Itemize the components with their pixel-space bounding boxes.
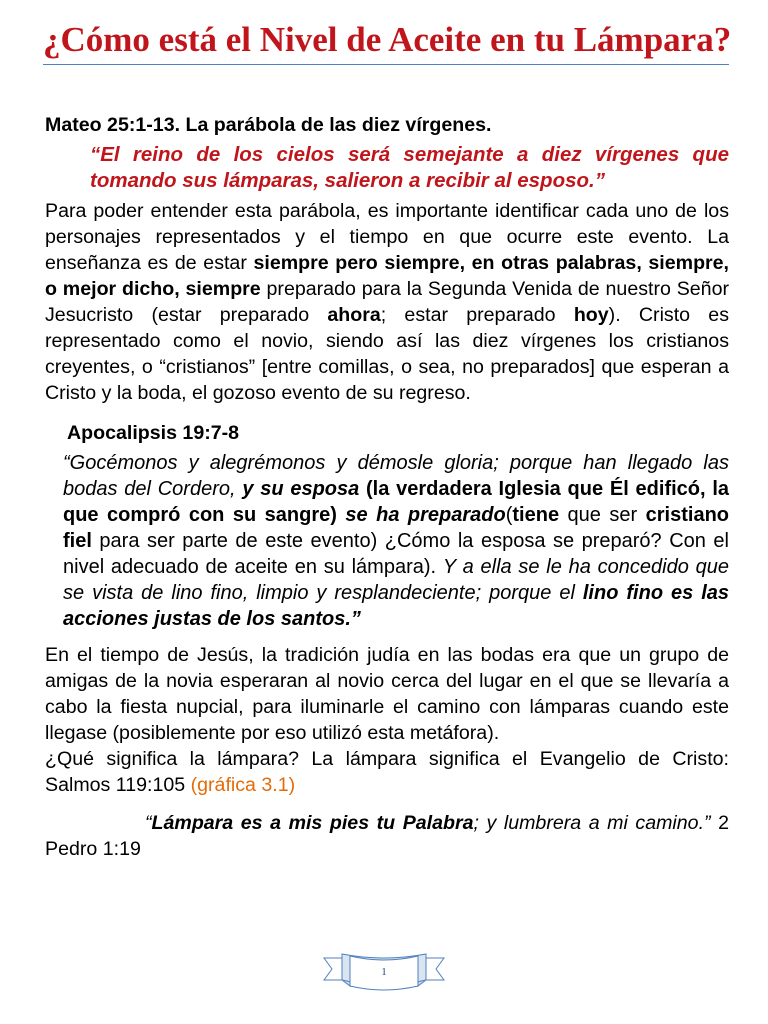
figure-reference-link[interactable]: (gráfica 3.1) [190, 774, 296, 796]
emphasis-hoy: hoy [573, 304, 609, 326]
text-run: preparado para la Segunda Venida de nuestro Señor Jesucristo (estar preparado [45, 278, 729, 326]
quote-apocalipsis [63, 450, 729, 632]
section-heading-mateo: Mateo 25:1-13. La parábola de las diez vírgenes. [45, 114, 492, 136]
quote-mateo: “El reino de los cielos será semejante a diez vírgenes que tomando sus lámparas, salieron a recibir al esposo.” [90, 143, 729, 192]
text-run: para ser parte de este evento) ¿Cómo la esposa se preparó? Con el nivel adecuado de aceite en su lámpara). [63, 530, 729, 578]
emphasis-lampara: Lámpara es a mis pies tu Palabra [151, 812, 474, 834]
paragraph-tradition: En el tiempo de Jesús, la tradición judía en las bodas era que un grupo de amigas de la novia esperaran al novio cerca del lugar en el que se llevaría a cabo la fiesta nupcial, para iluminarle el camino con lámparas cuando este llegase (posiblemente por eso utilizó esta metáfora). [45, 644, 729, 744]
page-number-ribbon [322, 950, 446, 992]
text-run: “ [145, 812, 152, 834]
document-body [45, 112, 729, 862]
emphasis-siempre: siempre pero siempre, en otras palabras, siempre, o mejor dicho, siempre [45, 252, 730, 300]
text-run: ). Cristo es representado como el novio, siendo así las diez vírgenes los cristianos creyentes, o “cristianos” [entre comillas, o sea, no preparados] que esperan a Cristo y la boda, el gozoso evento de su regreso. [45, 304, 730, 404]
emphasis-iglesia: (la verdadera Iglesia que Él edificó, la que compró con su sangre) [63, 478, 730, 526]
page-number: 1 [381, 966, 387, 978]
emphasis-preparado: se ha preparado [336, 504, 506, 526]
paragraph-parable [45, 198, 729, 406]
emphasis-ahora: ahora [327, 304, 381, 326]
emphasis-esposa: y su esposa [235, 478, 360, 500]
emphasis-cristiano-fiel: cristiano fiel [63, 504, 729, 552]
title-underline [43, 64, 729, 65]
text-run: Para poder entender esta parábola, es importante identificar cada uno de los personajes representados y el tiempo en que ocurre este evento. La enseñanza es de estar [45, 200, 729, 274]
text-run: ¿Qué significa la lámpara? La lámpara significa el Evangelio de Cristo: Salmos 119:105 [45, 748, 729, 796]
text-run: ; y lumbrera a mi camino.” [473, 812, 711, 834]
text-run: ( [505, 504, 513, 526]
page-title: ¿Cómo está el Nivel de Aceite en tu Lámpara? [43, 20, 732, 59]
quote-salmos [45, 810, 729, 862]
text-run: 2 Pedro 1:19 [45, 812, 729, 860]
text-run: Y a ella se le ha concedido que se vista de lino fino, limpio y resplandeciente; porque el [63, 556, 729, 604]
emphasis-tiene: tiene [512, 504, 560, 526]
paragraph-lamp [45, 746, 729, 798]
text-run: “Gocémonos y alegrémonos y démosle gloria; porque han llegado las bodas del Cordero, [63, 452, 729, 500]
text-run: que ser [559, 504, 646, 526]
text-run: ; estar preparado [380, 304, 574, 326]
emphasis-lino-fino: lino fino es las acciones justas de los santos.” [63, 582, 729, 630]
section-heading-apocalipsis: Apocalipsis 19:7-8 [67, 422, 240, 444]
